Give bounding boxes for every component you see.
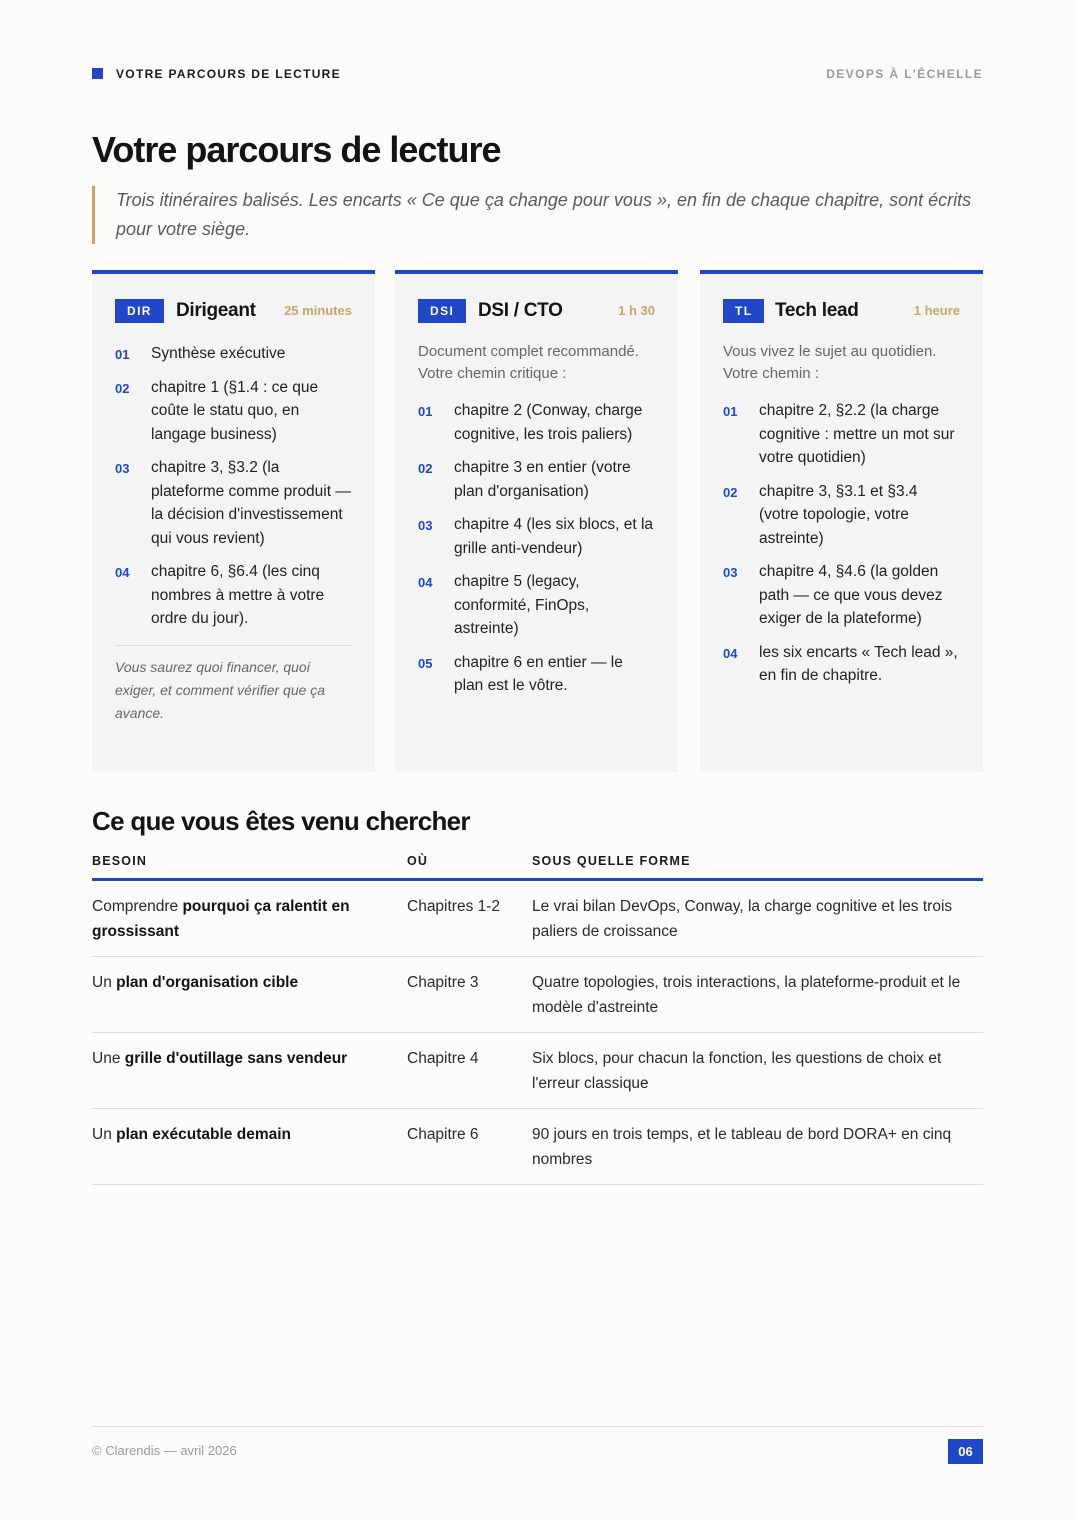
- where-cell: Chapitre 6: [407, 1126, 479, 1143]
- step-text: chapitre 4 (les six blocs, et la grille anti-vendeur): [454, 516, 654, 557]
- table-header: [92, 850, 983, 881]
- route-name: DSI / CTO: [478, 300, 563, 321]
- step-number: 02: [115, 380, 130, 396]
- need-prefix: Un: [92, 974, 117, 991]
- form-cell: Quatre topologies, trois interactions, la plateforme-produit et le modèle d'astreinte: [532, 974, 961, 1016]
- page-footer: [92, 1426, 983, 1466]
- form-cell: Le vrai bilan DevOps, Conway, la charge cognitive et les trois paliers de croissance: [532, 898, 953, 940]
- step-number: 03: [418, 518, 433, 533]
- step-number: 01: [418, 404, 433, 419]
- needs-table: [92, 850, 983, 1185]
- where-cell: Chapitres 1-2: [407, 898, 501, 915]
- table-row: [92, 1033, 983, 1109]
- table-row: [92, 881, 983, 957]
- route-note: Vous saurez quoi financer, quoi exiger, et comment vérifier que ça avance.: [115, 645, 352, 725]
- need-emphasis: grille d'outillage sans vendeur: [124, 1050, 348, 1067]
- card-header: [723, 297, 960, 325]
- step-number: 01: [115, 347, 130, 362]
- route-step: [418, 651, 655, 698]
- need-emphasis: plan exécutable demain: [116, 1126, 291, 1143]
- route-card-dsi-cto: [395, 270, 678, 772]
- step-text: chapitre 4, §4.6 (la golden path — ce que vous devez exiger de la plateforme): [759, 563, 943, 627]
- copyright: © Clarendis — avril 2026: [92, 1443, 237, 1458]
- card-header: [418, 297, 655, 325]
- section-title: Ce que vous êtes venu chercher: [92, 806, 470, 836]
- route-name: Dirigeant: [176, 300, 256, 321]
- step-text: chapitre 5 (legacy, conformité, FinOps, astreinte): [454, 573, 590, 637]
- route-badge: DSI: [418, 299, 466, 323]
- step-text: chapitre 3 en entier (votre plan d'organisation): [454, 459, 631, 500]
- where-cell: Chapitre 3: [407, 974, 479, 991]
- table-row: [92, 957, 983, 1033]
- need-emphasis: pourquoi ça ralentit en grossissant: [92, 898, 350, 940]
- step-number: 03: [723, 565, 738, 580]
- need-cell: [92, 970, 382, 995]
- step-number: 03: [115, 461, 130, 476]
- step-number: 04: [723, 645, 738, 661]
- route-steps: [723, 399, 960, 688]
- where-cell: Chapitre 4: [407, 1050, 479, 1067]
- route-intro: Vous vivez le sujet au quotidien. Votre chemin :: [723, 343, 937, 382]
- step-text: chapitre 3, §3.1 et §3.4 (votre topologie, votre astreinte): [759, 482, 918, 547]
- form-cell: 90 jours en trois temps, et le tableau de bord DORA+ en cinq nombres: [532, 1126, 952, 1168]
- column-header-forme: SOUS QUELLE FORME: [532, 854, 691, 868]
- need-cell: [92, 1122, 382, 1147]
- route-step: [115, 342, 352, 366]
- need-cell: [92, 1046, 382, 1071]
- lead-quote: [92, 186, 983, 244]
- route-duration: 25 minutes: [284, 303, 352, 318]
- route-steps: [115, 342, 352, 631]
- route-step: [723, 480, 960, 551]
- page-number: 06: [948, 1439, 983, 1464]
- step-number: 05: [418, 655, 433, 671]
- book-label: DEVOPS À L'ÉCHELLE: [826, 67, 983, 81]
- route-step: [418, 513, 655, 560]
- step-text: Synthèse exécutive: [151, 345, 286, 362]
- page-title: Votre parcours de lecture: [92, 129, 501, 170]
- step-text: chapitre 6 en entier — le plan est le vôtre.: [454, 653, 623, 694]
- route-step: [115, 456, 352, 550]
- page: [92, 0, 983, 1521]
- running-header: [92, 66, 983, 82]
- route-duration: 1 heure: [913, 303, 960, 318]
- route-badge: DIR: [115, 299, 164, 323]
- route-step: [418, 456, 655, 503]
- step-text: chapitre 1 (§1.4 : ce que coûte le statu quo, en langage business): [151, 378, 319, 443]
- step-number: 01: [723, 404, 738, 419]
- step-text: chapitre 3, §3.2 (la plateforme comme produit — la décision d'investissement qui vous revient): [151, 459, 351, 547]
- step-number: 02: [723, 484, 738, 500]
- step-text: chapitre 2, §2.2 (la charge cognitive : mettre un mot sur votre quotidien): [759, 402, 955, 466]
- need-cell: [92, 894, 382, 944]
- step-number: 04: [418, 575, 433, 590]
- route-step: [418, 399, 655, 446]
- route-name: Tech lead: [775, 300, 859, 321]
- need-prefix: Comprendre: [92, 898, 183, 915]
- step-text: chapitre 6, §6.4 (les cinq nombres à mettre à votre ordre du jour).: [151, 563, 325, 627]
- route-steps: [418, 399, 655, 698]
- need-emphasis: plan d'organisation cible: [116, 974, 299, 991]
- step-text: chapitre 2 (Conway, charge cognitive, les trois paliers): [454, 402, 643, 443]
- route-step: [115, 560, 352, 631]
- route-card-tech-lead: [700, 270, 983, 772]
- route-step: [723, 399, 960, 470]
- step-number: 04: [115, 565, 130, 580]
- route-step: [418, 570, 655, 641]
- step-text: les six encarts « Tech lead », en fin de chapitre.: [759, 643, 958, 684]
- need-prefix: Une: [92, 1050, 125, 1067]
- section-label: VOTRE PARCOURS DE LECTURE: [116, 67, 341, 81]
- card-header: [115, 297, 352, 325]
- need-prefix: Un: [92, 1126, 117, 1143]
- column-header-besoin: BESOIN: [92, 854, 148, 868]
- route-badge: TL: [723, 299, 764, 323]
- route-step: [115, 376, 352, 447]
- route-step: [723, 560, 960, 631]
- lead-text: Trois itinéraires balisés. Les encarts « Ce que ça change pour vous », en fin de chaque chapitre, sont écrits pour votre siège.: [116, 190, 972, 239]
- route-card-dirigeant: [92, 270, 375, 772]
- section-marker-square: [92, 68, 103, 79]
- route-duration: 1 h 30: [618, 303, 655, 318]
- route-step: [723, 641, 960, 688]
- column-header-ou: OÙ: [407, 854, 429, 868]
- route-intro: Document complet recommandé. Votre chemin critique :: [418, 343, 639, 382]
- form-cell: Six blocs, pour chacun la fonction, les questions de choix et l'erreur classique: [532, 1050, 942, 1092]
- step-number: 02: [418, 461, 433, 476]
- table-row: [92, 1109, 983, 1185]
